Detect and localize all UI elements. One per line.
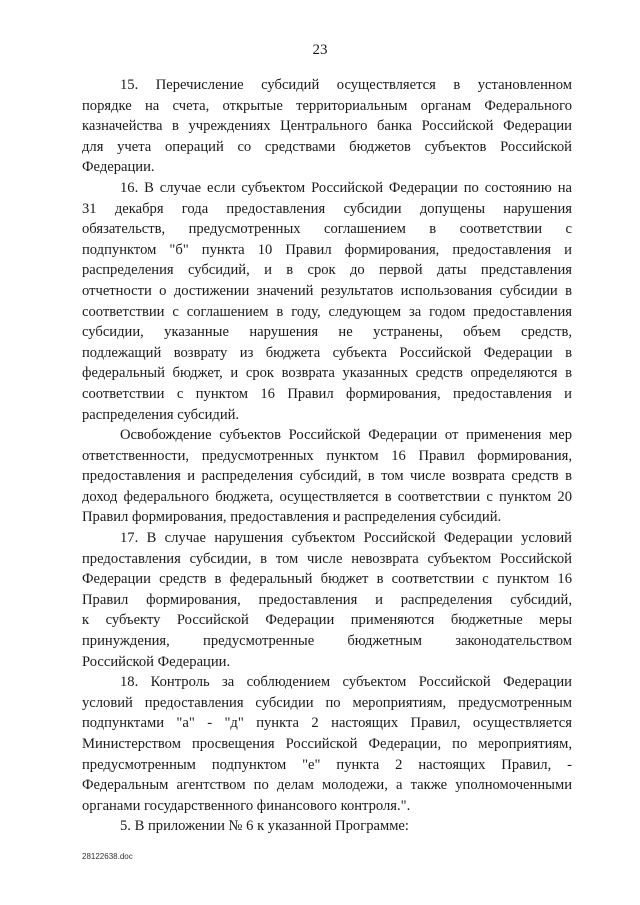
text-line: 5. В приложении № 6 к указанной Программе: [120, 818, 409, 835]
text-line: Правил формирования, предоставления и распределения субсидий. [82, 509, 502, 526]
text-line: порядке на счета, открытые территориальным органам Федерального [82, 97, 572, 114]
text-line: федеральный бюджет, и срок возврата указанных средств определяются в [82, 365, 572, 382]
paragraph-5 [82, 816, 572, 837]
document-body [82, 75, 572, 837]
text-line: подпунктами "а" - "д" пункта 2 настоящих Правил, осуществляется [82, 715, 572, 732]
text-line: доход федерального бюджета, осуществляется в соответствии с пунктом 20 [82, 488, 572, 505]
paragraph-18 [82, 672, 572, 816]
text-line: отчетности о достижении значений результатов использования субсидии в [82, 282, 572, 299]
text-line: предоставления субсидии, в том числе невозврата субъектом Российской [82, 550, 572, 567]
text-line: Федерации. [82, 159, 155, 176]
text-line: распределения субсидий. [82, 406, 240, 423]
text-line: предоставления и распределения субсидий, в том числе возврата средств в [82, 468, 572, 485]
text-line: 18. Контроль за соблюдением субъектом Российской Федерации [120, 674, 572, 691]
text-line: казначейства в учреждениях Центрального банка Российской Федерации [82, 118, 572, 135]
text-line: подлежащий возврату из бюджета субъекта Российской Федерации в [82, 344, 572, 361]
text-line: предусмотренным подпунктом "е" пункта 2 настоящих Правил, - [82, 756, 572, 773]
text-line: Российской Федерации. [82, 653, 231, 670]
paragraph-16-exemption [82, 425, 572, 528]
paragraph-16 [82, 178, 572, 425]
text-line: ответственности, предусмотренных пунктом 16 Правил формирования, [82, 447, 572, 464]
document-file-id: 28122638.doc [82, 852, 133, 861]
text-line: для учета операций со средствами бюджетов субъектов Российской [82, 138, 572, 155]
text-line: Федеральным агентством по делам молодежи, а также уполномоченными [82, 777, 572, 794]
text-line: Федерации средств в федеральный бюджет в соответствии с пунктом 16 [82, 571, 572, 588]
text-line: 15. Перечисление субсидий осуществляется в установленном [120, 77, 572, 93]
text-line: Правил формирования, предоставления и распределения субсидий, [82, 591, 572, 608]
text-line: принуждения, предусмотренные бюджетным законодательством [82, 633, 572, 650]
text-line: подпунктом "б" пункта 10 Правил формирования, предоставления и [82, 241, 572, 258]
text-line: обязательств, предусмотренных соглашением в соответствии с [82, 221, 572, 238]
text-line: условий предоставления субсидии по мероприятиям, предусмотренным [82, 694, 572, 711]
text-line: распределения субсидий, и в срок до первой даты представления [82, 262, 572, 279]
text-line: 31 декабря года предоставления субсидии допущены нарушения [82, 200, 572, 217]
text-line: к субъекту Российской Федерации применяются бюджетные меры [82, 612, 572, 629]
text-line: соответствии с пунктом 16 Правил формирования, предоставления и [82, 385, 572, 402]
text-line: субсидии, указанные нарушения не устранены, объем средств, [82, 324, 572, 341]
text-line: Освобождение субъектов Российской Федерации от применения мер [120, 427, 572, 444]
text-line: Министерством просвещения Российской Федерации, по мероприятиям, [82, 736, 572, 752]
text-line: соответствии с соглашением в году, следующем за годом предоставления [82, 303, 572, 320]
text-line: органами государственного финансового контроля.". [82, 797, 411, 814]
text-line: 17. В случае нарушения субъектом Российской Федерации условий [120, 530, 572, 547]
text-line: 16. В случае если субъектом Российской Федерации по состоянию на [120, 179, 572, 196]
paragraph-17 [82, 528, 572, 672]
page-number: 23 [312, 42, 328, 58]
paragraph-15 [82, 75, 572, 178]
